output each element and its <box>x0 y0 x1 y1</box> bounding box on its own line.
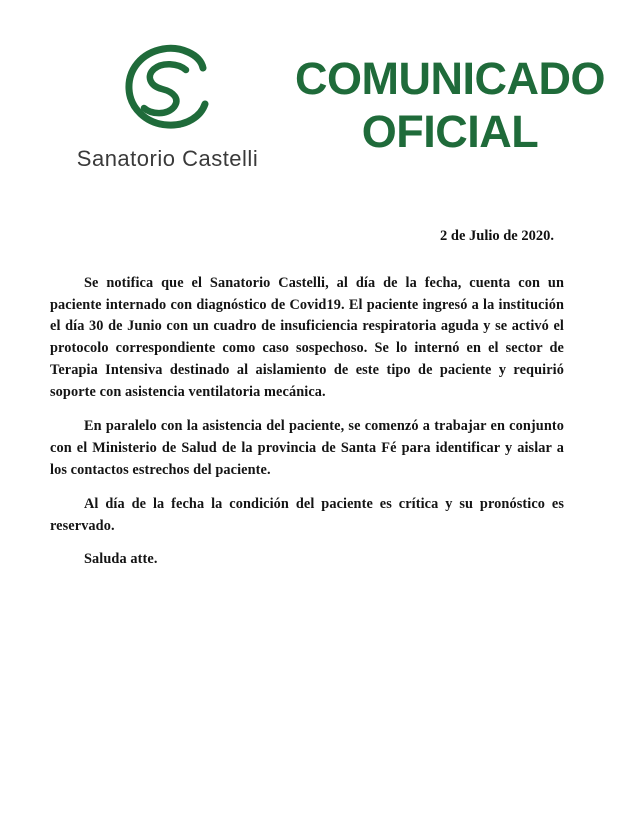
page-title <box>295 42 605 158</box>
document-body <box>0 273 642 571</box>
brand-block <box>40 42 295 172</box>
body-signoff: Saluda atte. <box>84 550 158 567</box>
body-paragraph-3: Al día de la fecha la condición del paciente es crítica y su pronóstico es reservado. <box>50 496 564 535</box>
sanatorio-castelli-sc-monogram-icon <box>40 42 295 134</box>
brand-name: Sanatorio Castelli <box>76 146 259 171</box>
document-header <box>0 0 642 172</box>
document-date: 2 de Julio de 2020. <box>440 228 554 244</box>
page-title-line-2: OFICIAL <box>361 106 539 158</box>
body-paragraph-2: En paralelo con la asistencia del paciente, se comenzó a trabajar en conjunto con el Ministerio de Salud de la provincia de Santa Fé para identificar y aislar a los contactos estrechos del paciente. <box>50 418 564 478</box>
page-title-line-1: COMUNICADO <box>295 53 605 104</box>
body-paragraph-1: Se notifica que el Sanatorio Castelli, al día de la fecha, cuenta con un paciente internado con diagnóstico de Covid19. El paciente ingresó a la institución el día 30 de Junio con un cuadro de insuficiencia respiratoria aguda y se activó el protocolo correspondiente como caso sospechoso. Se lo internó en el sector de Terapia Intensiva destinado al aislamiento de este tipo de paciente y requirió soporte con asistencia ventilatoria mecánica. <box>50 275 564 400</box>
